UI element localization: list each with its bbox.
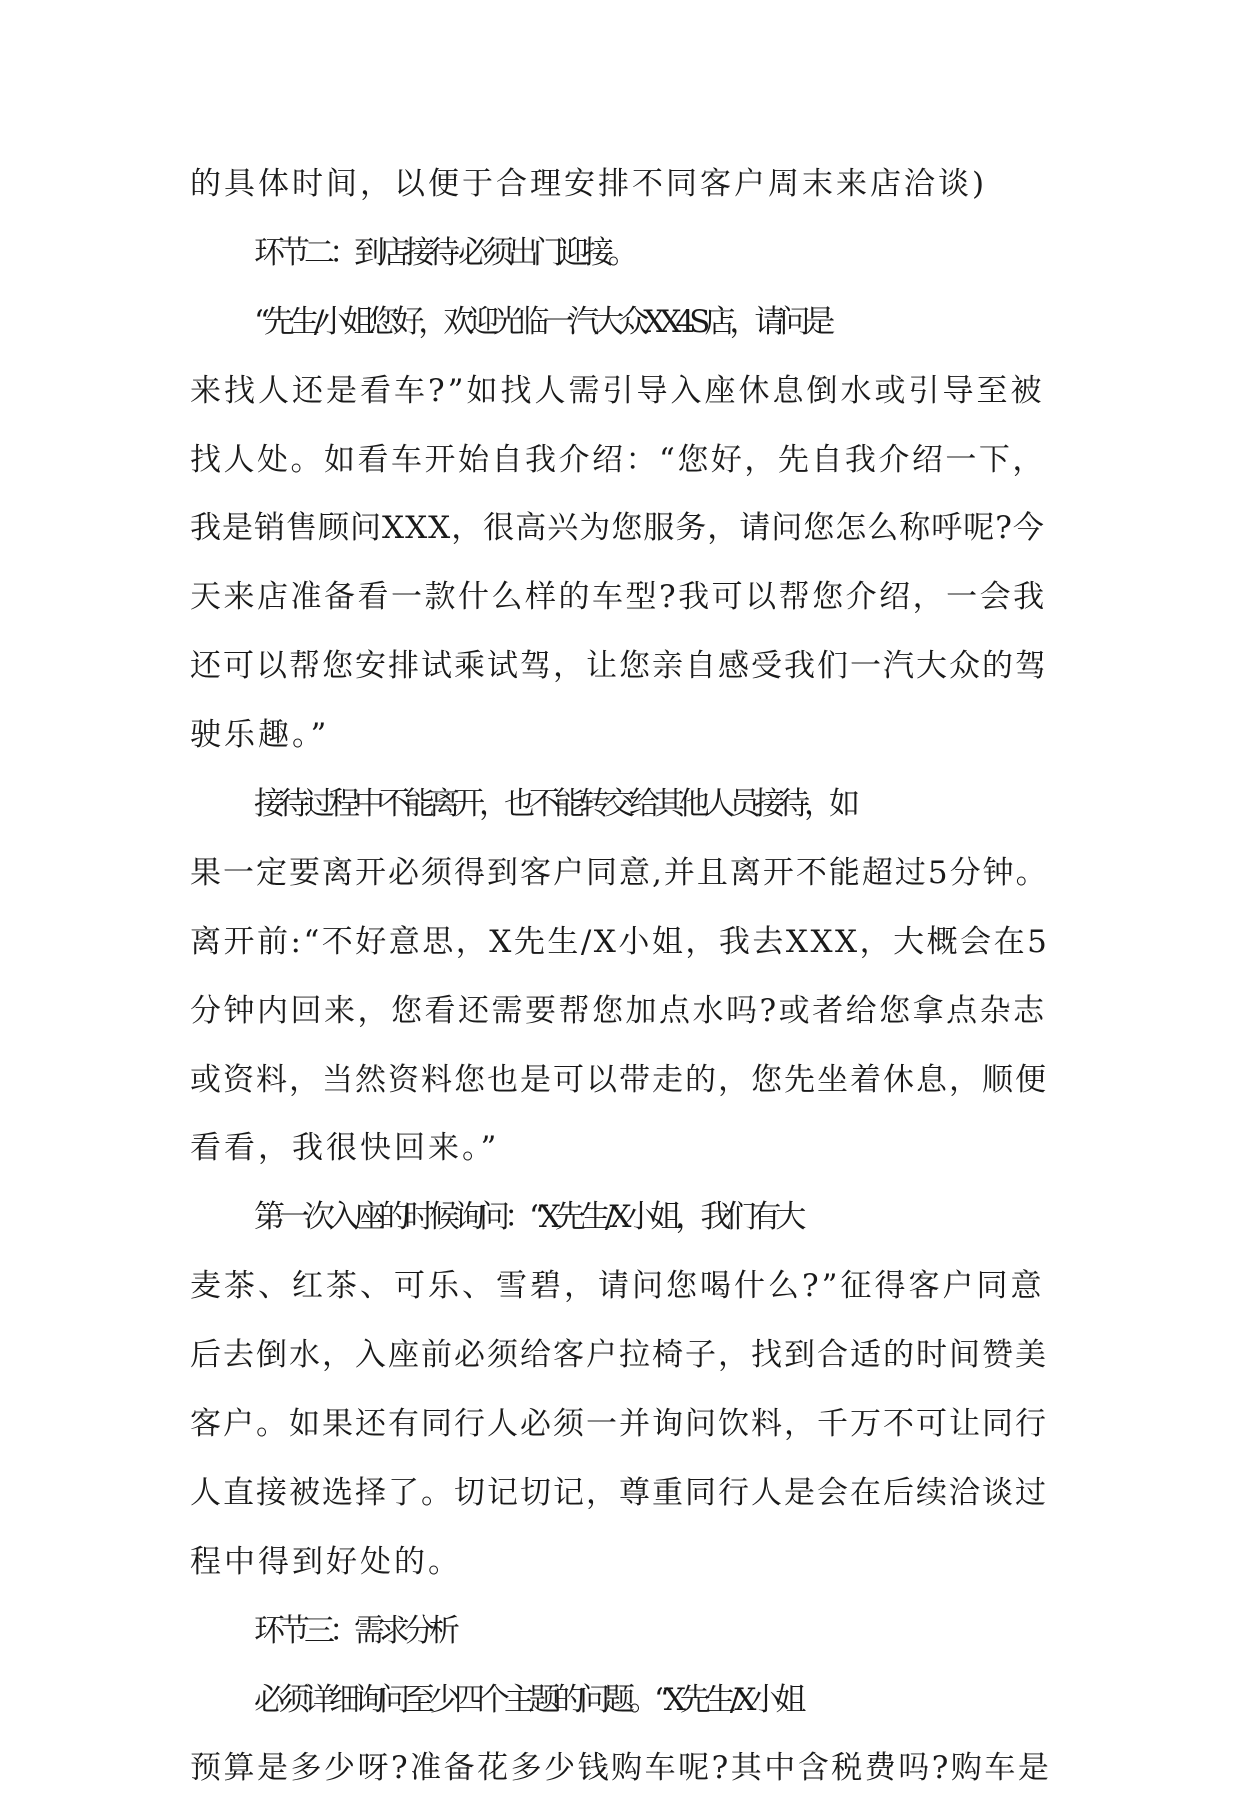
- text-line: 天来店准备看一款什么样的车型?我可以帮您介绍，一会我: [190, 579, 1047, 616]
- text-line: “先生/小姐您好，欢迎光临一汽大众XX4S店，请问是: [254, 303, 830, 340]
- text-line: 环节三：需求分析: [254, 1612, 454, 1649]
- text-line: 接待过程中不能离开，也不能转交给其他人员接待，如: [254, 786, 854, 823]
- text-line: 驶乐趣。”: [190, 717, 330, 754]
- text-line: 的具体时间，以便于合理安排不同客户周末来店洽谈): [190, 166, 988, 202]
- text-line: 来找人还是看车?”如找人需引导入座休息倒水或引导至被: [190, 372, 1045, 409]
- text-line: 环节二：到店接待 必须出门迎接。: [254, 234, 633, 271]
- text-line: 人直接被选择了。切记切记，尊重同行人是会在后续洽谈过: [190, 1474, 1048, 1511]
- text-line: 看看，我很快回来。”: [190, 1130, 500, 1167]
- text-line: 第一次入座的时候询问：“X先生/X小姐，我们有大: [254, 1199, 801, 1236]
- text-line: 或资料，当然资料您也是可以带走的，您先坐着休息，顺便: [190, 1061, 1048, 1098]
- text-line: 我是销售顾问XXX，很高兴为您服务，请问您怎么称呼呢?今: [190, 510, 1045, 547]
- text-line: 必须详细询问至少四个主题的问题。“X先生/X小姐: [254, 1681, 801, 1718]
- text-line: 还可以帮您安排试乘试驾，让您亲自感受我们一汽大众的驾: [190, 648, 1048, 685]
- text-line: 找人处。如看车开始自我介绍：“您好，先自我介绍一下，: [190, 441, 1046, 478]
- text-line: 程中得到好处的。: [190, 1543, 462, 1580]
- document-body: [190, 150, 1050, 1803]
- text-line: 离开前:“不好意思，X先生/X小姐，我去XXX，大概会在5: [190, 923, 1050, 960]
- text-line: 后去倒水，入座前必须给客户拉椅子，找到合适的时间赞美: [190, 1337, 1048, 1374]
- text-line: 分钟内回来，您看还需要帮您加点水吗?或者给您拿点杂志: [190, 992, 1047, 1029]
- text-line: 果一定要离开必须得到客户同意,并且离开不能超过5分钟。: [190, 854, 1049, 891]
- text-line: 麦茶、红茶、可乐、雪碧，请问您喝什么?”征得客户同意: [190, 1268, 1045, 1305]
- text-line: 客户。如果还有同行人必须一并询问饮料，千万不可让同行: [190, 1406, 1048, 1443]
- text-line: 预算是多少呀?准备花多少钱购车呢?其中含税费吗?购车是: [190, 1750, 1052, 1787]
